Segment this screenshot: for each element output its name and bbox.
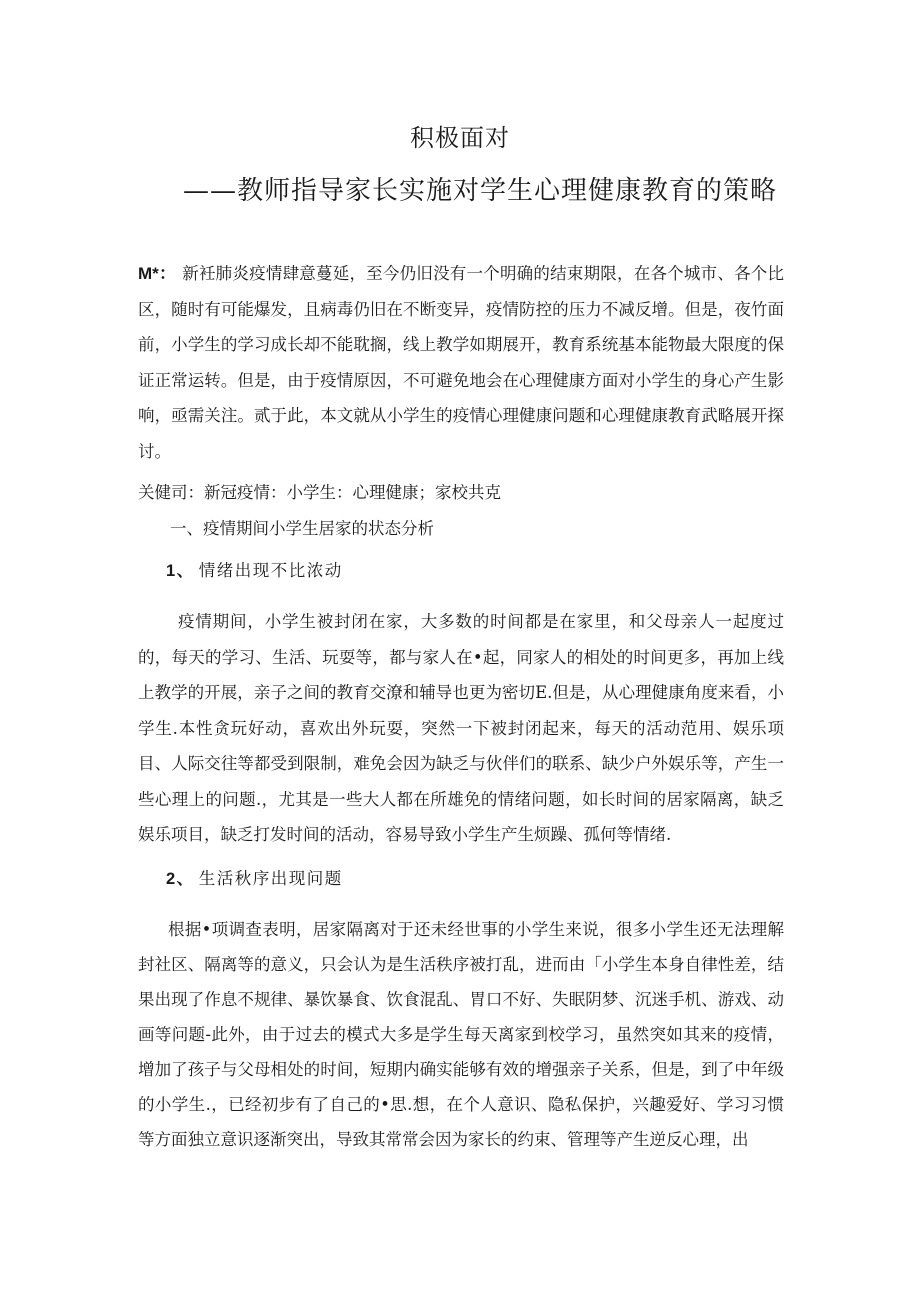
subsection-title: 生活秋序出现问题 <box>198 869 343 888</box>
subsection-number: 2、 <box>166 870 195 888</box>
body-paragraph-1: 疫情期间，小学生被封闭在家，大多数的时间都是在家里，和父母亲人一起度过的，每天的学习、生活、玩耍等，都与家人在•起，同家人的相处的时间更多，再加上线上教学的开展，亲子之间的教育交潦和辅导也更为密切E.但是，从心理健康角度来看，小学生.本性贪玩好动，喜欢出外玩耍，突然一下被封闭起来，每天的活动范用、娱乐项目、人际交往等都受到限制，难免会因为缺乏与伙伴们的联系、缺少户外娱乐等，产生一些心理上的问题.，尤其是一些大人都在所雄免的情绪问题，如长时间的居家隔离，缺乏娱乐项目，缺乏打发时间的活动，容易导致小学生产生烦躁、孤何等情绪. <box>138 612 784 844</box>
document-title: 积极面对 <box>410 124 510 152</box>
abstract-text: 新衽肺炎疫情肆意蔓延，至今仍旧没有一个明确的结束期限，在各个城市、各个比区，随时有可能爆发，且病毒仍旧在不断变异，疫情防控的压力不减反增。但是，夜竹面前，小学生的学习成长却不能耽搁，线上教学如期展开，教育系统基本能物最大限度的保证正常运转。但是，由于疫情原因，不可避免地会在心理健康方面对小学生的身心产生影响，亟需关注。贰于此，本文就从小学生的疫情心理健康问题和心理健康教育武略展开探讨。 <box>138 264 785 461</box>
document-subtitle: ——教师指导家长实施对学生心理健康教育的策略 <box>182 176 777 206</box>
abstract-paragraph <box>138 256 784 469</box>
abstract-label: M*： <box>138 264 177 283</box>
body-paragraph-2: 根据•项调查表明，居家隔离对于还未经世事的小学生来说，很多小学生还无法理解封社区、隔离等的意义，只会认为是生活秩序被打乱，进而由「小学生本身自律性差，结果出现了作息不规律、暴饮暴食、饮食混乱、胃口不好、失眠阴梦、沉迷手机、游戏、动画等问题-此外，由于过去的模式大多是学生每天离家到校学习，虽然突如其来的疫情，增加了孩子与父母相处的时间，短期内确实能够有效的增强亲子关系，但是，到了中年级的小学生.，已经初步有了自己的•思.想，在个人意识、隐私保护，兴趣爱好、学习习惯等方面独立意识逐渐突出，导致其常常会因为家长的约束、管理等产生逆反心理，出 <box>138 920 784 1149</box>
subsection-heading-2 <box>166 864 343 894</box>
subsection-number: 1、 <box>166 562 195 580</box>
keywords-line: 关健司：新冠疫情：小学生：心理健康；家校共克 <box>138 483 501 502</box>
section-heading: 一、疫情期间小学生居家的状态分析 <box>170 519 434 538</box>
subsection-heading-1 <box>166 556 343 586</box>
subsection-title: 情绪出现不比浓动 <box>198 561 343 580</box>
